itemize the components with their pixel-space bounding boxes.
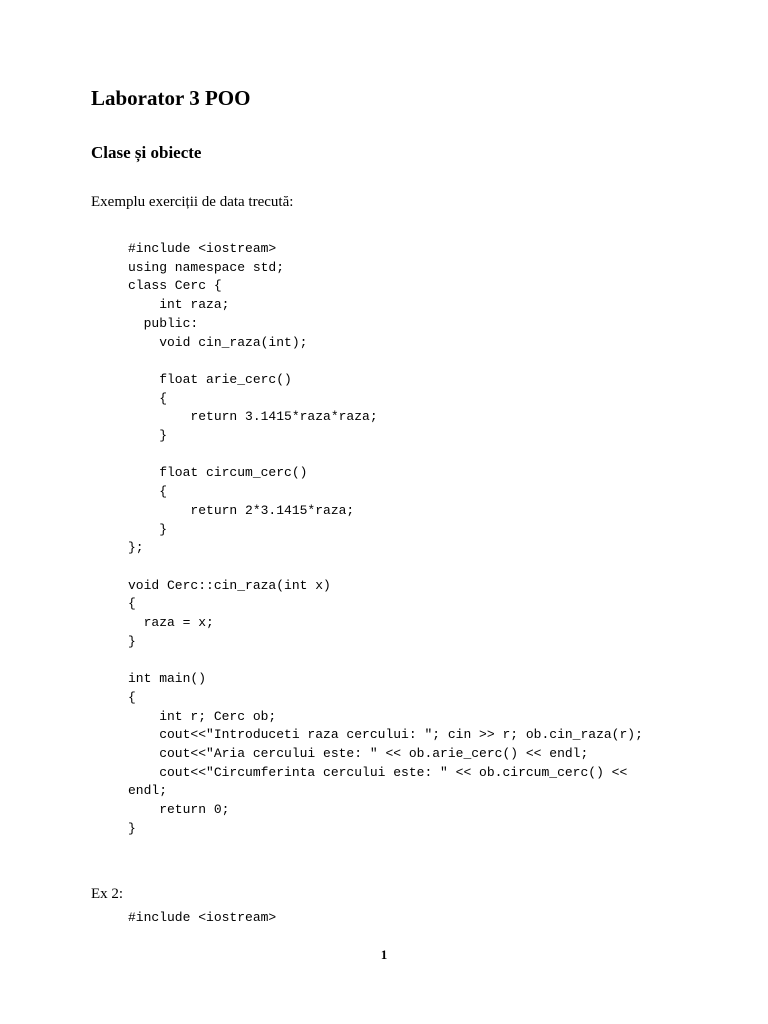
code-block-example-1: #include <iostream> using namespace std; class Cerc { int raza; public: void cin_raza(int); float arie_cerc() { return 3.1415*raza*raza; } float circum_cerc() { return 2*3.1415*raza; } }; void Cerc::cin_raza(int x) { raza = x; } int main() { int r; Cerc ob; cout<<"Introduceti raza cercului: "; cin >> r; ob.cin_raza(r); cout<<"Aria cercului este: " << ob.arie_cerc() << endl; cout<<"Circumferinta cercului este: " << ob.circum_cerc() << endl; return 0; } [128, 241, 643, 836]
exercise-2-label: Ex 2: [91, 886, 124, 902]
page-number: 1 [380, 947, 388, 962]
code-block-example-2: #include <iostream> [128, 910, 277, 925]
intro-text: Exemplu exerciții de data trecută: [91, 194, 294, 210]
document-title: Laborator 3 POO [91, 86, 251, 110]
section-heading: Clase și obiecte [91, 143, 202, 162]
